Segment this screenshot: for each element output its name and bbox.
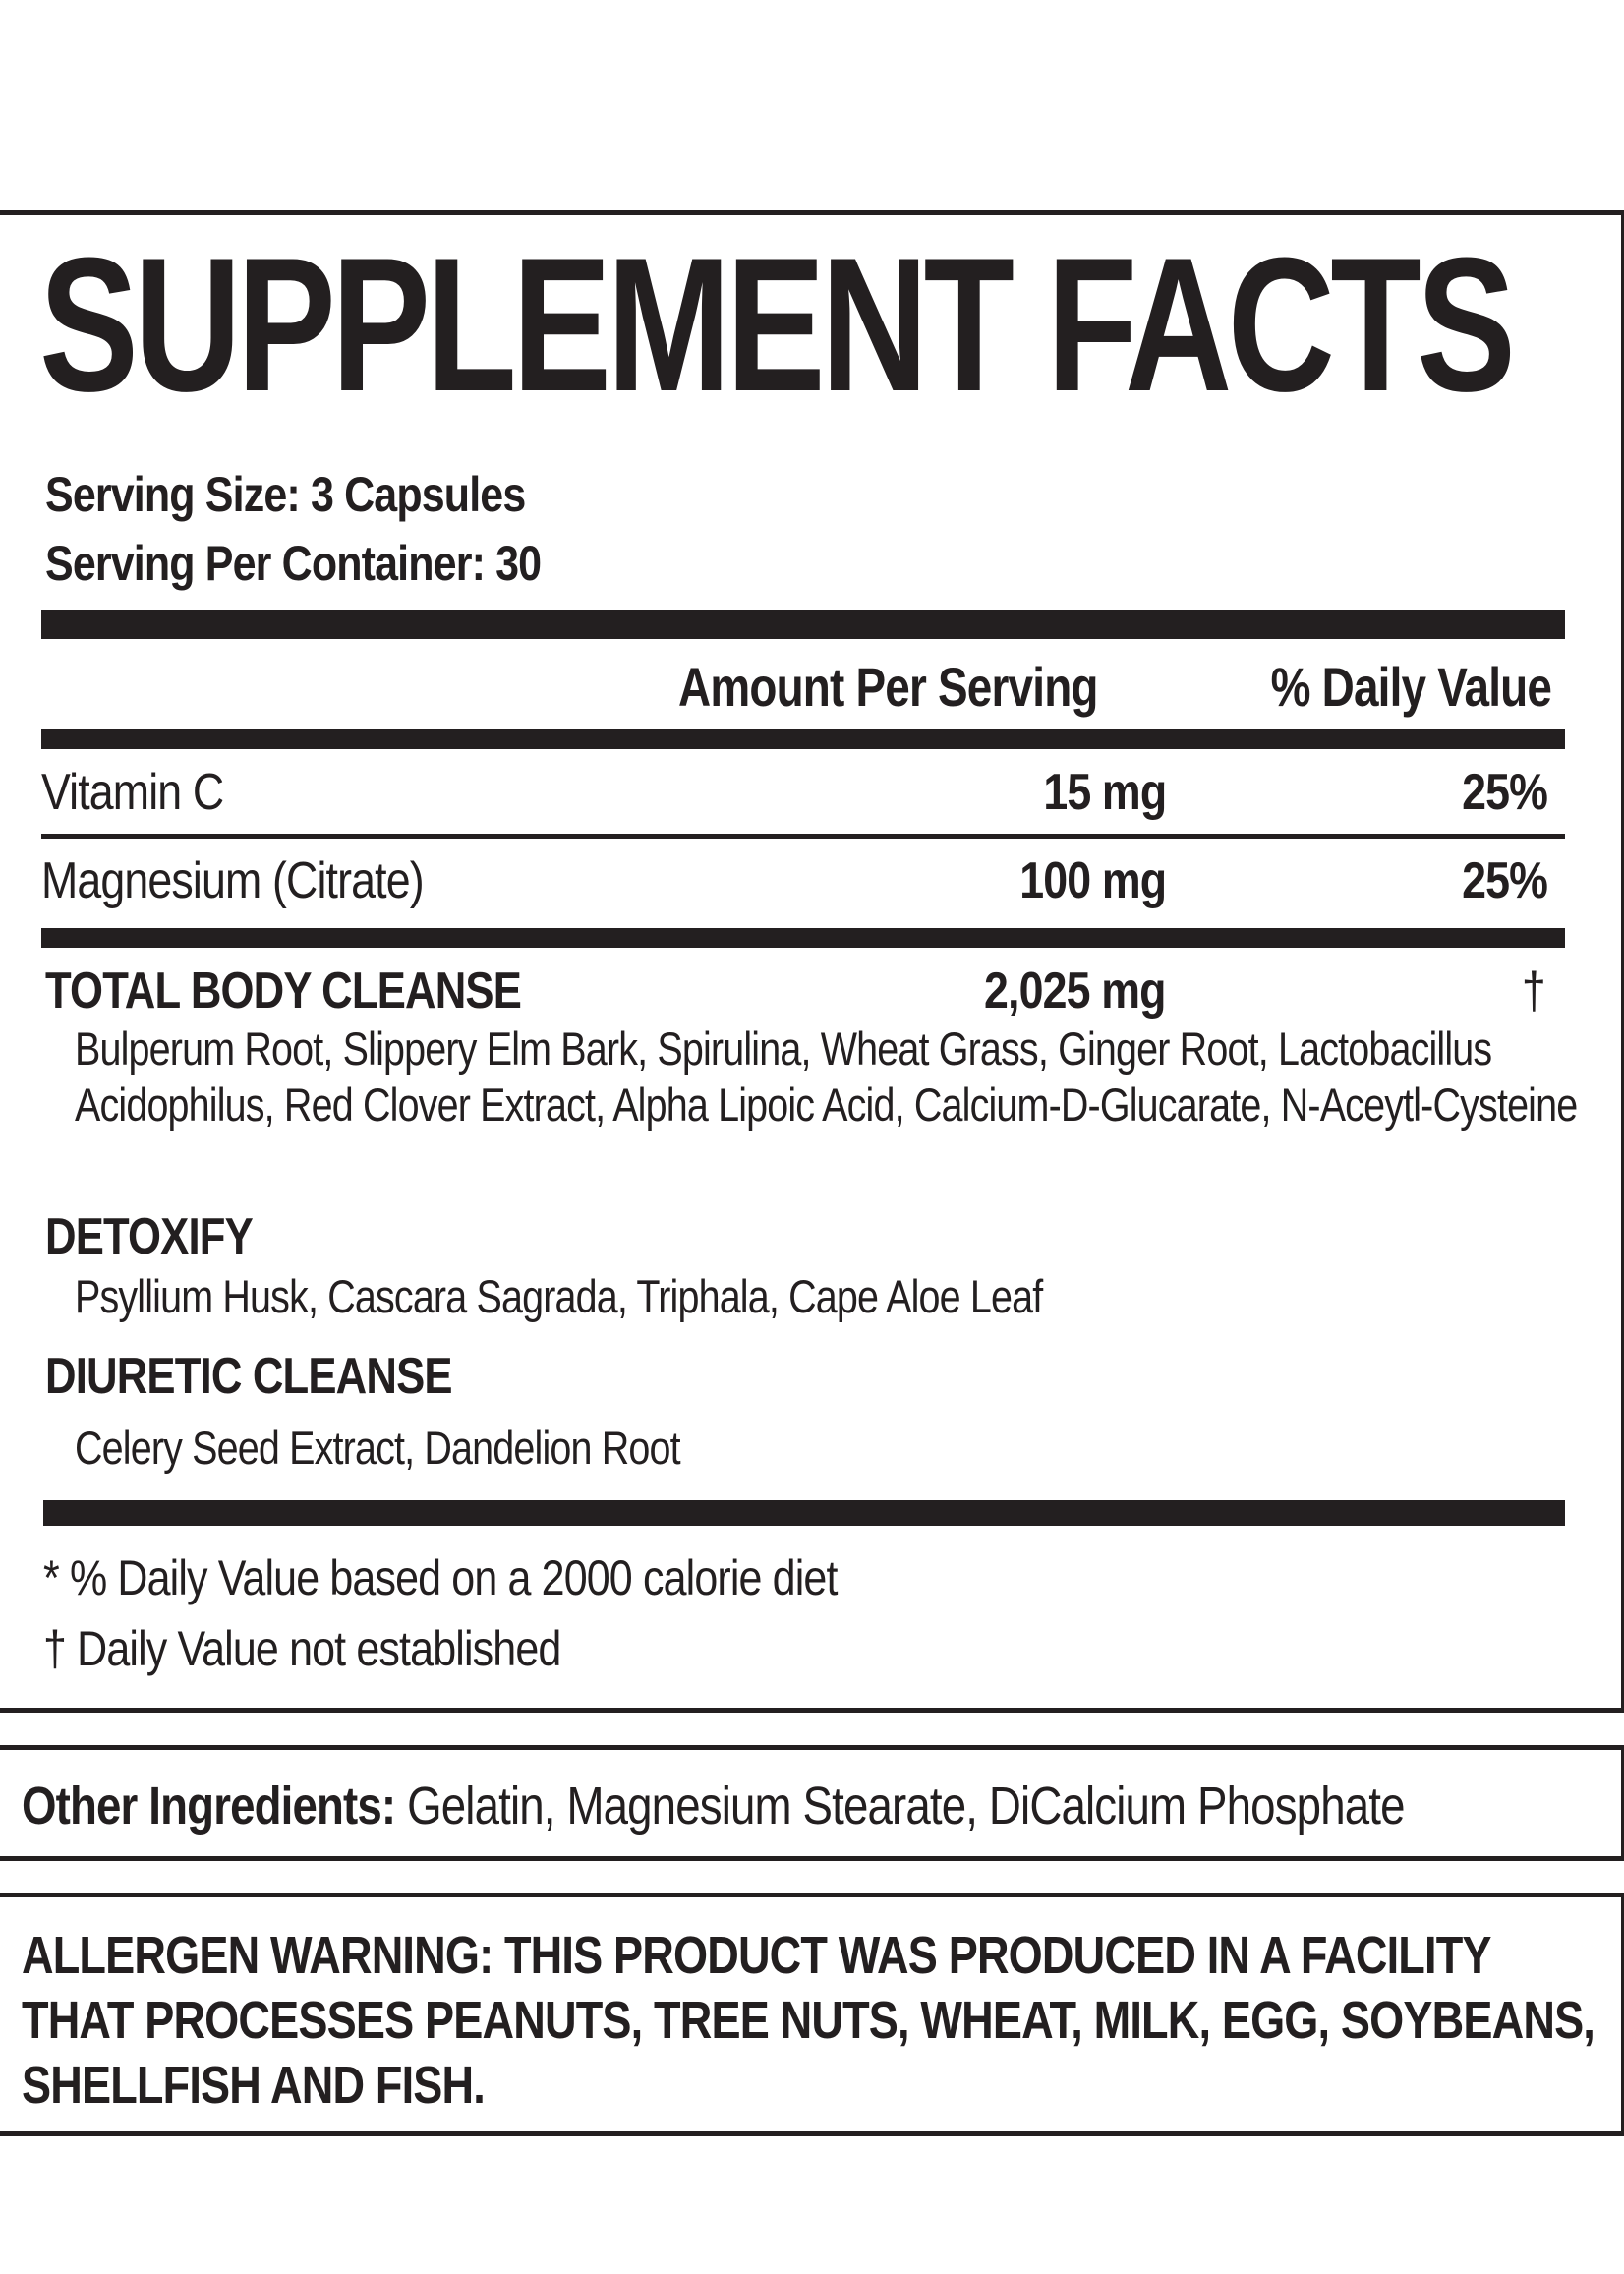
blend-amount: 2,025 mg — [984, 962, 1166, 1020]
blend-daily-value: † — [1521, 962, 1545, 1020]
nutrient-daily-value: 25% — [1462, 852, 1547, 909]
blend-ingredients: Bulperum Root, Slippery Elm Bark, Spirulina, Wheat Grass, Ginger Root, Lactobacillus Acidophilus, Red Clover Extract, Alpha Lipoic Acid, Calcium-D-Glucarate, N-Aceytl-Cysteine — [75, 1022, 1578, 1131]
row-divider — [41, 834, 1565, 839]
blend-name: DIURETIC CLEANSE — [45, 1348, 452, 1405]
footnote-daily-value: * % Daily Value based on a 2000 calorie diet — [43, 1550, 838, 1605]
header-divider — [41, 729, 1565, 749]
nutrient-name: Vitamin C — [41, 764, 224, 821]
footnote-not-established: † Daily Value not established — [43, 1621, 561, 1676]
thick-divider-bottom — [43, 1500, 1565, 1526]
blend-ingredients: Psyllium Husk, Cascara Sagrada, Triphala, Cape Aloe Leaf — [75, 1270, 1043, 1322]
other-ingredients-label: Other Ingredients: — [22, 1777, 396, 1836]
nutrient-name: Magnesium (Citrate) — [41, 852, 424, 909]
other-ingredients — [22, 1776, 1405, 1837]
header-daily-value: % Daily Value — [1270, 656, 1551, 718]
header-amount: Amount Per Serving — [678, 656, 1098, 718]
nutrient-daily-value: 25% — [1462, 764, 1547, 821]
blend-name: TOTAL BODY CLEANSE — [45, 962, 522, 1020]
allergen-warning: ALLERGEN WARNING: THIS PRODUCT WAS PRODUCED IN A FACILITY THAT PROCESSES PEANUTS, TREE NUTS, WHEAT, MILK, EGG, SOYBEANS, SHELLFISH AND FISH. — [22, 1926, 1595, 2115]
blend-name: DETOXIFY — [45, 1208, 253, 1265]
servings-per-container: Serving Per Container: 30 — [45, 536, 542, 591]
nutrient-amount: 15 mg — [1043, 764, 1166, 821]
thick-divider-top — [41, 610, 1565, 639]
blend-ingredients: Celery Seed Extract, Dandelion Root — [75, 1422, 680, 1474]
nutrient-divider — [41, 928, 1565, 948]
serving-size: Serving Size: 3 Capsules — [45, 467, 526, 522]
other-ingredients-list: Gelatin, Magnesium Stearate, DiCalcium Phosphate — [395, 1777, 1405, 1836]
label-title: SUPPLEMENT FACTS — [39, 218, 1512, 432]
nutrient-amount: 100 mg — [1019, 852, 1166, 909]
